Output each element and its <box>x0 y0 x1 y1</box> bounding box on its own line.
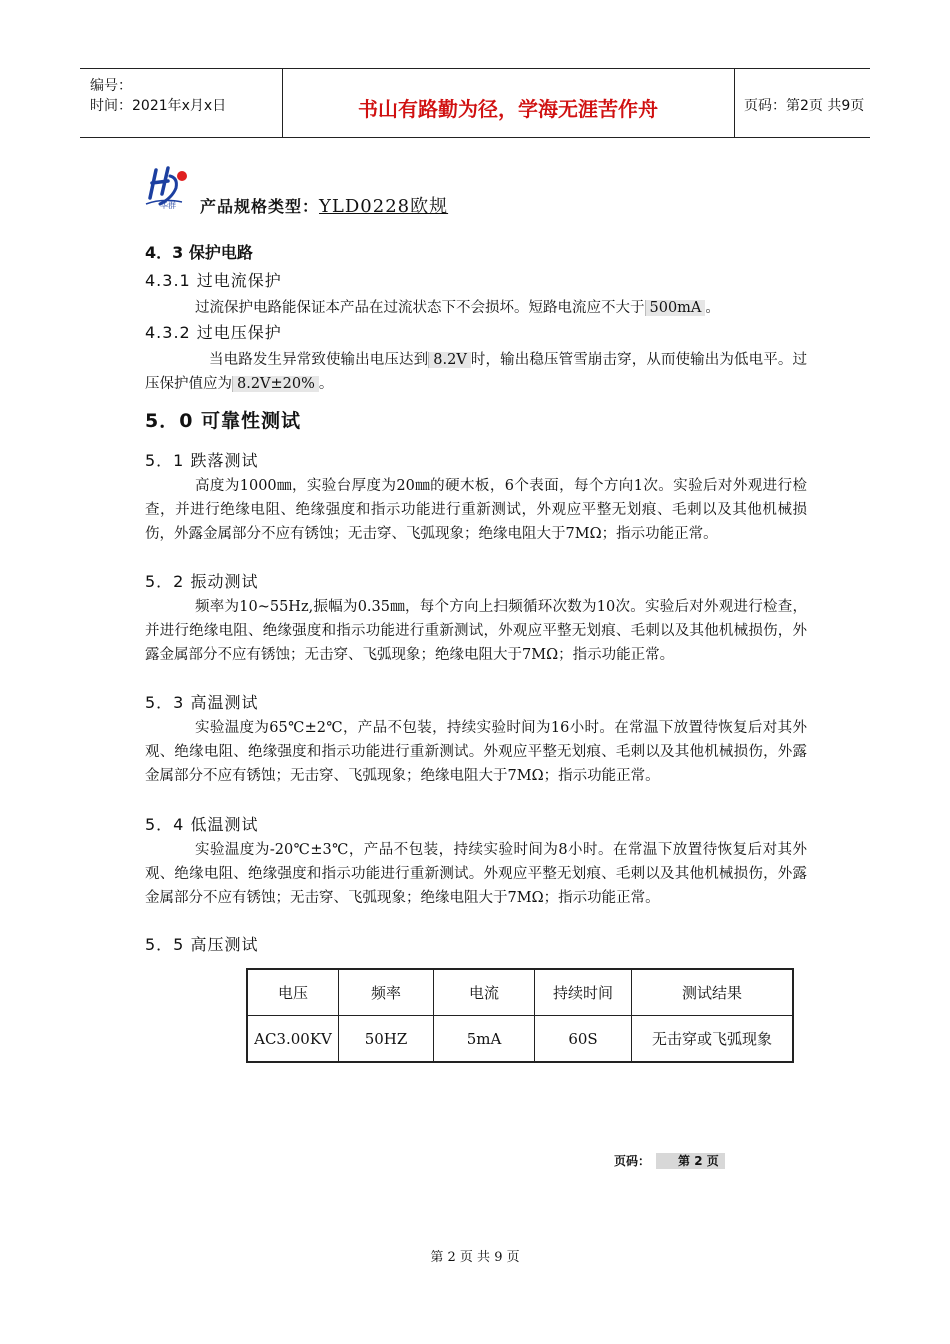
table-cell: 60S <box>535 1016 632 1063</box>
table-row <box>247 1016 793 1063</box>
product-spec-line <box>200 192 448 218</box>
overvoltage-protection-value: 8.2V±20% <box>232 376 319 392</box>
section-4-3-1-text <box>195 296 815 320</box>
section-5-3-text: 实验温度为65℃±2℃，产品不包装，持续实验时间为16小时。在常温下放置待恢复后对其外观、绝缘电阻、绝缘强度和指示功能进行重新测试。外观应平整无划痕、毛刺以及其他机械损伤，外露金属部分不应有锈蚀；无击穿、飞弧现象；绝缘电阻大于7MΩ；指示功能正常。 <box>145 720 807 784</box>
high-voltage-test-table <box>246 968 794 1063</box>
document-id-label: 编号： <box>90 78 132 94</box>
overvoltage-text-end: 。 <box>318 376 334 392</box>
section-5-5-title: 5．5 高压测试 <box>145 935 259 954</box>
header-left-cell <box>80 69 283 137</box>
section-5-2-text: 频率为10~55Hz,振幅为0.35㎜，每个方向上扫频循环次数为10次。实验后对外观进行检查，并进行绝缘电阻、绝缘强度和指示功能进行重新测试，外观应平整无划痕、毛刺以及其他机械损伤，外露金属部分不应有锈蚀；无击穿、飞弧现象；绝缘电阻大于7MΩ；指示功能正常。 <box>145 599 807 663</box>
section-5-1-text: 高度为1000㎜，实验台厚度为20㎜的硬木板，6个表面，每个方向1次。实验后对外观进行检查，并进行绝缘电阻、绝缘强度和指示功能进行重新测试，外观应平整无划痕、毛刺以及其他机械损伤，外露金属部分不应有锈蚀；无击穿、飞弧现象；绝缘电阻大于7MΩ；指示功能正常。 <box>145 478 807 542</box>
section-4-3-2-text <box>145 348 807 396</box>
table-header-cell: 测试结果 <box>632 969 794 1016</box>
section-5-1-title: 5．1 跌落测试 <box>145 451 259 470</box>
section-5-4-title: 5．4 低温测试 <box>145 815 259 834</box>
product-spec-label: 产品规格类型： <box>200 197 320 216</box>
footer-page-value: 第 2 页 <box>656 1153 725 1169</box>
table-cell: 无击穿或飞弧现象 <box>632 1016 794 1063</box>
table-header-cell: 电压 <box>247 969 339 1016</box>
section-5-4-text: 实验温度为-20℃±3℃，产品不包装，持续实验时间为8小时。在常温下放置待恢复后对其外观、绝缘电阻、绝缘强度和指示功能进行重新测试。外观应平整无划痕、毛刺以及其他机械损伤，外露金属部分不应有锈蚀；无击穿、飞弧现象；绝缘电阻大于7MΩ；指示功能正常。 <box>145 842 807 906</box>
company-logo <box>142 164 200 210</box>
header-page-number: 页码：第2页 共9页 <box>744 98 865 114</box>
table-cell: 50HZ <box>339 1016 434 1063</box>
footer-page-number <box>614 1152 725 1169</box>
overvoltage-text: 当电路发生异常致使输出电压达到 <box>209 352 429 368</box>
product-model: YLD0228欧规 <box>319 196 449 217</box>
short-circuit-current-value: 500mA <box>645 300 706 316</box>
logo-text: 华群 <box>160 201 176 210</box>
overvoltage-trigger-value: 8.2V <box>428 352 471 368</box>
overcurrent-text-end: 。 <box>705 300 720 316</box>
header-middle-cell <box>282 69 735 137</box>
table-header-cell: 电流 <box>434 969 535 1016</box>
section-4-3-title: 4．3 保护电路 <box>145 243 253 262</box>
overcurrent-text: 过流保护电路能保证本产品在过流状态下不会损坏。短路电流应不大于 <box>195 300 645 316</box>
table-header-cell: 持续时间 <box>535 969 632 1016</box>
table-header-row <box>247 969 793 1016</box>
table-header-cell: 频率 <box>339 969 434 1016</box>
overvoltage-text-mid: 时，输出稳压管雪崩击穿，从而使输出为低电平。过压保护值应为 <box>145 352 807 392</box>
footer-page-label: 页码： <box>614 1154 651 1168</box>
header-right-cell <box>734 69 870 137</box>
section-5-2-title: 5．2 振动测试 <box>145 572 259 591</box>
table-cell: 5mA <box>434 1016 535 1063</box>
section-4-3-2-title: 4.3.2 过电压保护 <box>145 323 282 342</box>
bottom-page-counter: 第 2 页 共 9 页 <box>430 1250 520 1265</box>
section-5-3-title: 5．3 高温测试 <box>145 693 259 712</box>
page-header <box>80 68 870 138</box>
section-5-title: 5．0 可靠性测试 <box>145 410 302 432</box>
header-motto: 书山有路勤为径，学海无涯苦作舟 <box>358 97 658 121</box>
section-4-3-1-title: 4.3.1 过电流保护 <box>145 271 282 290</box>
table-cell: AC3.00KV <box>247 1016 339 1063</box>
document-date: 时间：2021年x月x日 <box>90 98 227 114</box>
